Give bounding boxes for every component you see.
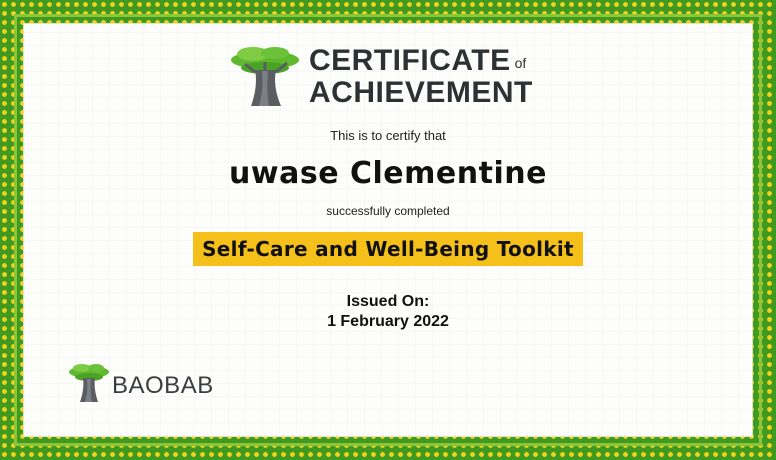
- issued-date: 1 February 2022: [327, 313, 449, 330]
- baobab-small-tree-icon: [68, 362, 110, 404]
- certify-text: This is to certify that: [330, 128, 446, 143]
- title-achievement: ACHIEVEMENT: [309, 76, 533, 109]
- course-container: [24, 232, 752, 266]
- brand-logo: [68, 362, 228, 406]
- recipient-name: uwase Clementine: [229, 156, 547, 191]
- issued-block: [24, 292, 752, 332]
- brand-name: BAOBAB: [112, 372, 214, 399]
- title-certificate: CERTIFICATE: [309, 44, 511, 77]
- certificate-title: [309, 46, 533, 108]
- course-name: Self-Care and Well-Being Toolkit: [193, 232, 583, 266]
- issued-label: Issued On:: [346, 293, 430, 310]
- title-of: of: [514, 55, 527, 71]
- completed-text: successfully completed: [326, 204, 450, 218]
- certificate-paper: [24, 24, 752, 436]
- baobab-tree-icon: [229, 44, 301, 110]
- certificate-header: [229, 44, 559, 112]
